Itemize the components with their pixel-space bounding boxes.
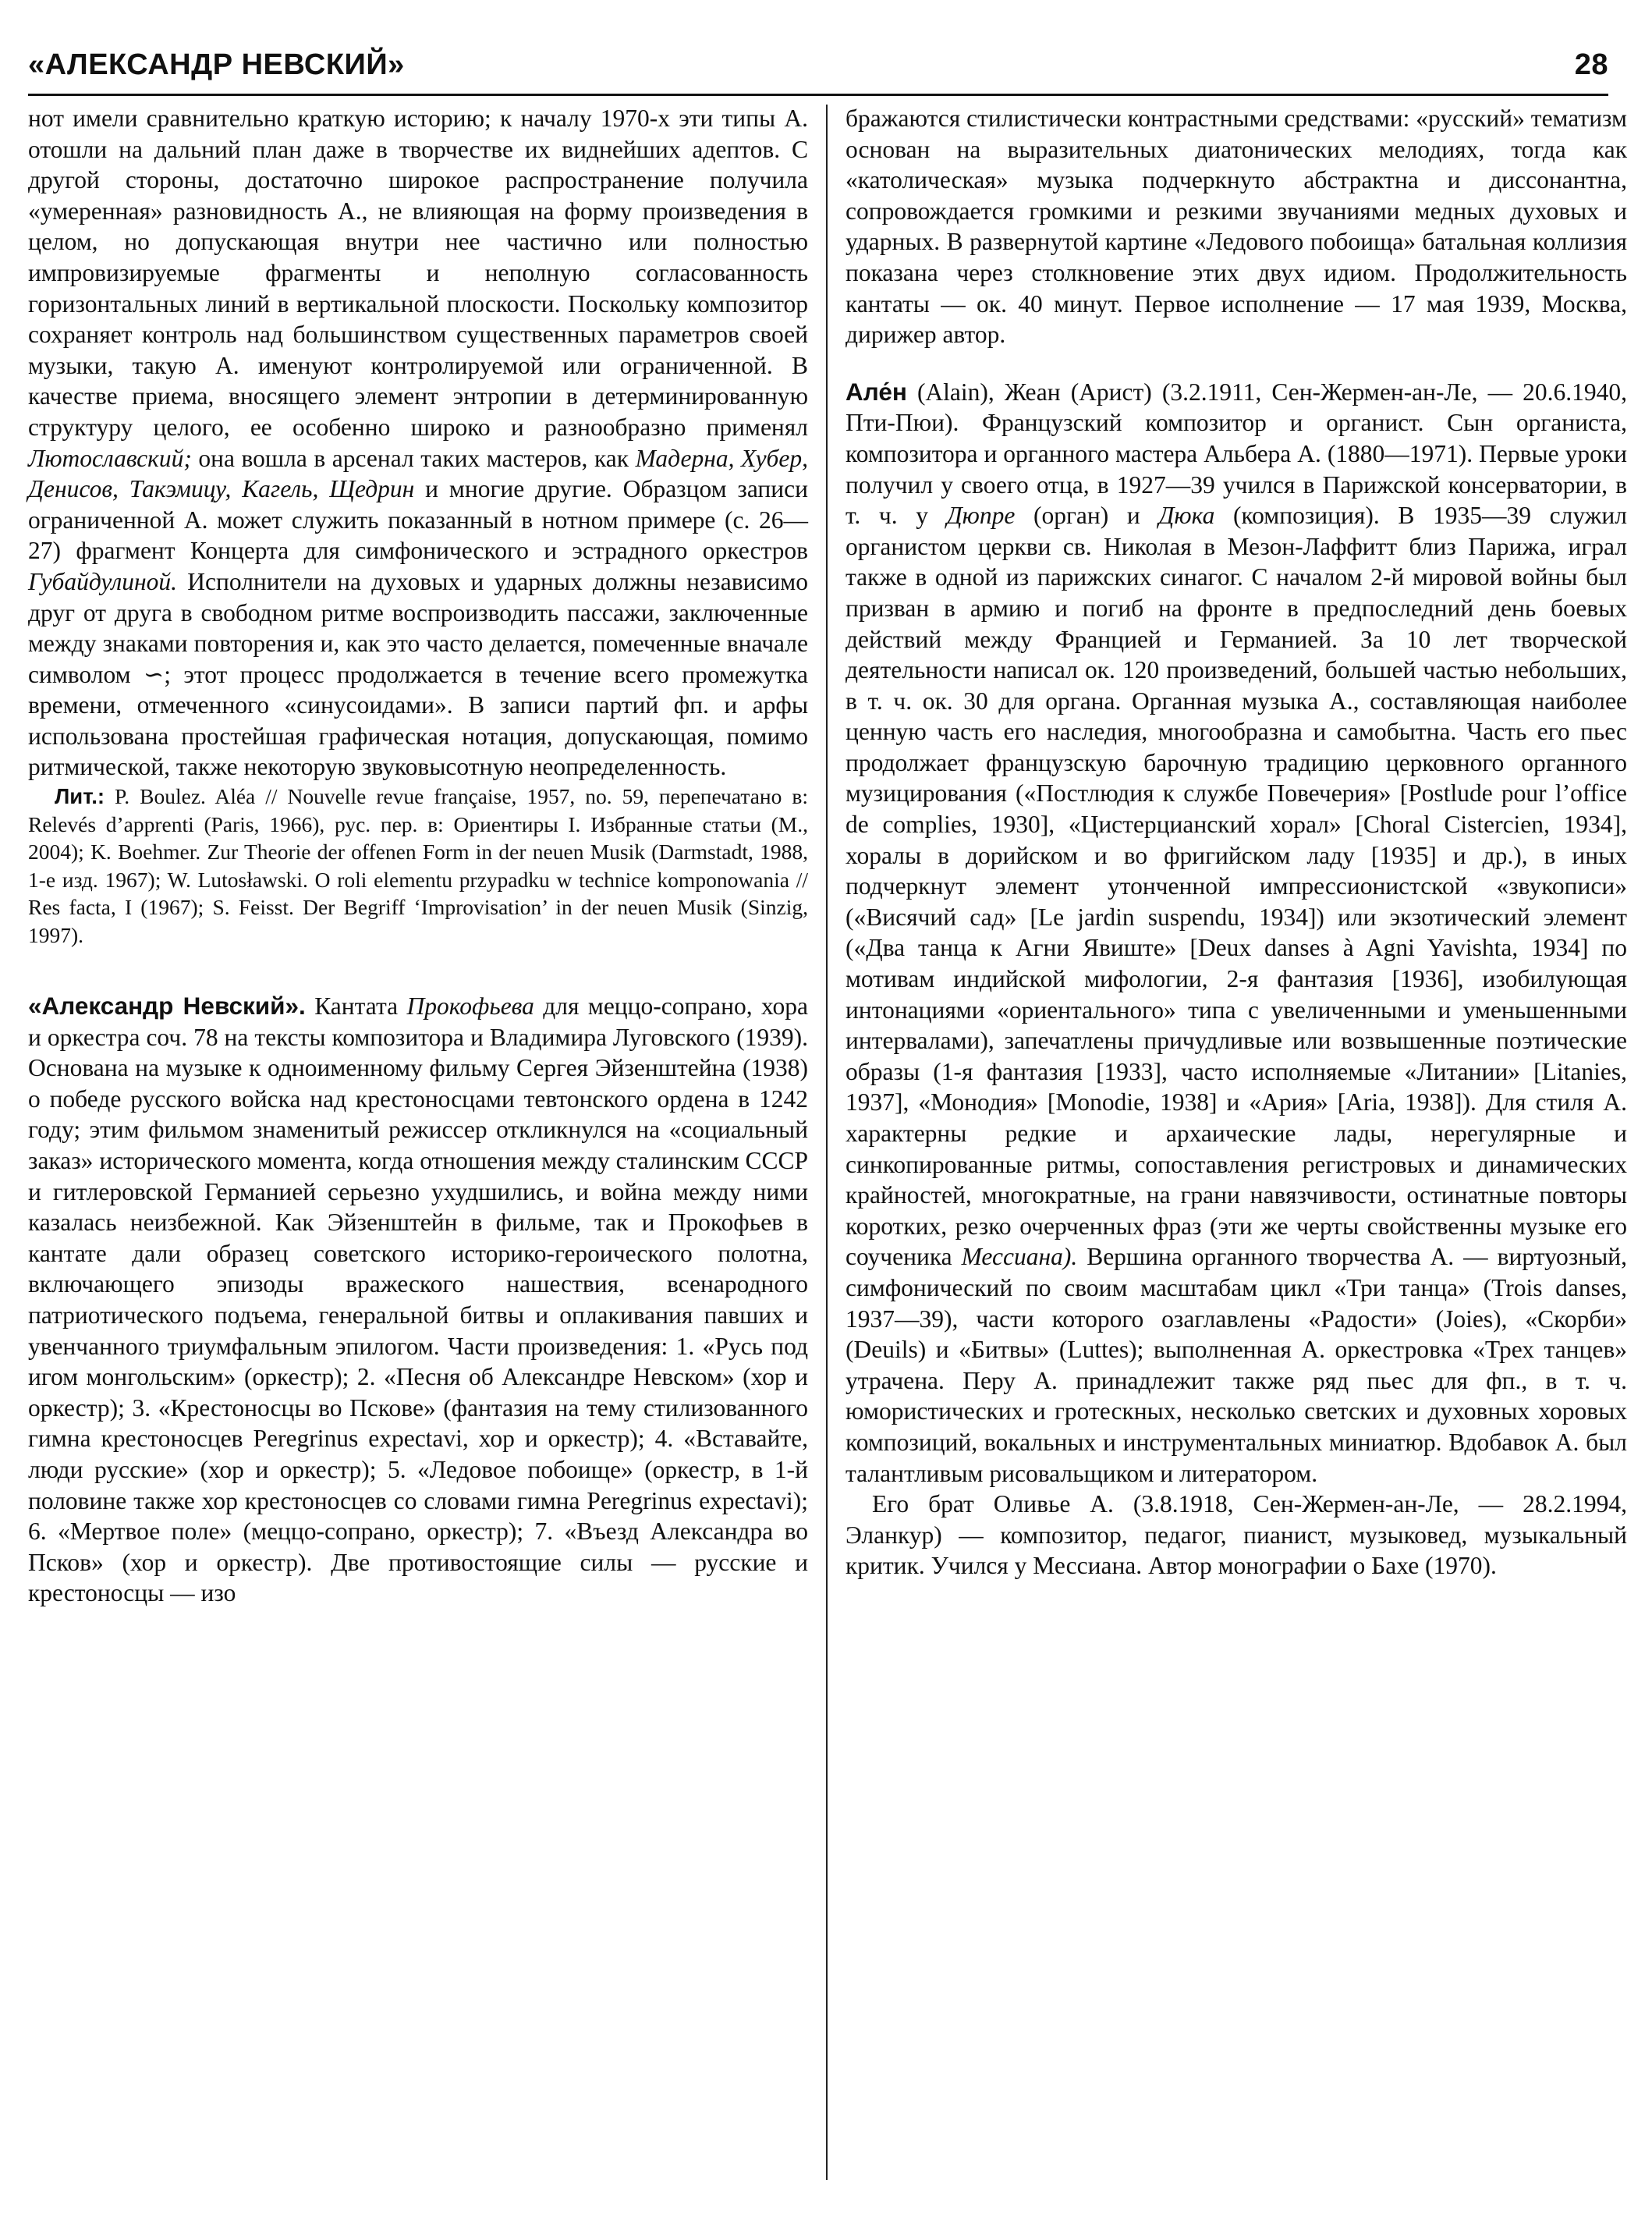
brother-paragraph: Его брат Оливье А. (3.8.1918, Сен-Жермен-ан-Ле, — 28.2.1994, Эланкур) — композитор, педагог, пианист, музыковед, музыкальный критик. Учился у Мессиана. Автор монографии о Бахе (1970).: [845, 1490, 1627, 1580]
header-rule: [28, 94, 1608, 96]
entry-alain: [845, 377, 1627, 1489]
name-ref-dukas: Дюка: [1158, 502, 1215, 530]
text-run: для меццо-сопрано, хора и оркестра соч. 78 на тексты композитора и Владимира Луговского (1939). Основана на музыке к одноименному фильму Сергея Эйзенштейна (1938) о победе русского войска над крестоносцами тевтонского ордена в 1242 году; этим фильмом знаменитый режиссер откликнулся на «социальный заказ» исторического момента, когда отношения между сталинским СССР и гитлеровской Германией серьезно ухудшились, и война между ними казалась неизбежной. Как Эйзенштейн в фильме, так и Прокофьев в кантате дали образец советского историко-героического полотна, включающего эпизоды вражеского нашествия, всенародного патриотического подъема, генеральной битвы и оплакивания павших и увенчанного триумфальным эпилогом. Части произведения: 1. «Русь под игом монгольским» (оркестр); 2. «Песня об Александре Невском» (хор и оркестр); 3. «Крестоносцы во Пскове» (фантазия на тему стилизованного гимна крестоносцев Peregrinus expectavi, хор и оркестр); 4. «Вставайте, люди русские» (хор и оркестр); 5. «Ледовое побоище» (оркестр, в 1-й половине также хор крестоносцев со словами гимна Peregrinus expectavi); 6. «Мертвое поле» (меццо-сопрано, оркестр); 7. «Въезд Александра во Псков» (хор и оркестр). Две противостоящие силы — русские и крестоносцы — изо: [28, 992, 808, 1607]
name-ref-composers-list: Мадерна, Хубер, Денисов, Такэмицу, Кагель, Щедрин: [28, 444, 808, 503]
text-run: Кантата: [305, 992, 407, 1021]
text-run: и многие другие. Образцом записи ограниченной А. может служить показанный в нотном примере (с. 26—27) фрагмент Концерта для симфонического и эстрадного оркестров: [28, 475, 808, 565]
text-run: (орган) и: [1015, 502, 1159, 530]
entry-headword: «Александр Невский».: [28, 992, 306, 1021]
column-divider: [826, 105, 828, 2180]
left-column: [28, 103, 808, 1609]
literature-text: P. Boulez. Aléa // Nouvelle revue française, 1957, no. 59, перепечатано в: Relevés d’apprenti (Paris, 1966), рус. пер. в: Ориентиры I. Избранные статьи (М., 2004); K. Boehmer. Zur Theorie der offenen Form in der neuen Musik (Darmstadt, 1988, 1-е изд. 1967); W. Lutosławski. O roli elementu przypadku w technice komponowania // Res facta, I (1967); S. Feisst. Der Begriff ‘Improvisation’ in der neuen Musik (Sinzig, 1997).: [28, 784, 808, 947]
nevsky-continuation-paragraph: бражаются стилистически контрастными средствами: «русский» тематизм основан на выразительных диатонических мелодиях, тогда как «католическая» музыка подчеркнуто абстрактна и диссонантна, сопровождается громкими и резкими звучаниями медных духовых и ударных. В развернутой картине «Ледового побоища» батальная коллизия показана через столкновение этих двух идиом. Продолжительность кантаты — ок. 40 минут. Первое исполнение — 17 мая 1939, Москва, дирижер автор.: [845, 105, 1627, 349]
entry-alexander-nevsky: [28, 991, 808, 1609]
literature-references: [28, 783, 808, 949]
entry-headword: Але́н: [845, 377, 907, 406]
text-run: Вершина органного творчества А. — виртуозный, симфонический по своим масштабам цикл «Три танца» (Trois danses, 1937—39), части которого озаглавлены «Радости» (Joies), «Скорби» (Deuils) и «Битвы» (Luttes); выполненная А. оркестровка «Трех танцев» утрачена. Перу А. принадлежит также ряд пьес для фп., в т. ч. юмористических и гротескных, несколько светских и духовных хоровых композиций, вокальных и инструментальных миниатюр. Вдобавок А. был талантливым рисовальщиком и литератором.: [845, 1243, 1627, 1487]
page-number: 28: [1574, 48, 1608, 81]
text-run: нот имели сравнительно краткую историю; к началу 1970-х эти типы А. отошли на дальний план даже в творчестве их виднейших адептов. С другой стороны, достаточно широкое распространение получила «умеренная» разновидность А., не влияющая на форму произведения в целом, но допускающая внутри нее частично или полностью импровизируемые фрагменты и неполную согласованность горизонтальных линий в вертикальной плоскости. Поскольку композитор сохраняет контроль над большинством существенных параметров своей музыки, такую А. именуют контролируемой или ограниченной. В качестве приема, вносящего элемент энтропии в детерминированную структуру целого, ее особенно широко и разнообразно применял: [28, 105, 808, 441]
aleatory-continuation-paragraph: [28, 103, 808, 783]
entry-spacer: [28, 949, 808, 991]
entry-spacer: [845, 350, 1627, 377]
name-ref-lutoslawski: Лютославский;: [28, 444, 192, 472]
running-title: «АЛЕКСАНДР НЕВСКИЙ»: [28, 48, 405, 81]
running-header: [28, 45, 1608, 95]
name-ref-dupre: Дюпре: [946, 502, 1016, 530]
text-run: (композиция). В 1935—39 служил органистом церкви св. Николая в Мезон-Лаффитт близ Парижа, играл также в одной из парижских синагог. С началом 2-й мировой войны был призван в армию и погиб на фронте в предпоследний день боевых действий между Францией и Германией. За 10 лет творческой деятельности написал ок. 120 произведений, большей частью небольших, в т. ч. ок. 30 для органа. Органная музыка А., составляющая наиболее ценную часть его наследия, многообразна и самобытна. Часть его пьес продолжает французскую барочную традицию церковного органного музицирования («Постлюдия к службе Повечерия» [Postlude pour l’office de complies, 1930], «Цистерцианский хорал» [Choral Cistercien, 1934], хоралы в дорийском и во фригийском ладу [1935] и др.), в иных подчеркнут элемент утонченной импрессионистской «звукописи» («Висячий сад» [Le jardin suspendu, 1934]) или экзотический элемент («Два танца к Агни Явиште» [Deux danses à Agni Yavishta, 1934] по мотивам индийской мифологии, 2-я фантазия [1936], изобилующая интонациями «ориентального» типа с увеличенными и уменьшенными интервалами), запечатлены причудливые или возвышенные поэтические образы (1-я фантазия [1933], часто исполняемые «Литании» [Litanies, 1937], «Монодия» [Monodie, 1938] и «Ария» [Aria, 1938]). Для стиля А. характерны редкие и архаические лады, нерегулярные и синкопированные ритмы, сопоставления регистровых и динамических крайностей, многократные, на грани навязчивости, остинатные повторы коротких, резко очерченных фраз (эти же черты свойственны музыке его соученика: [845, 502, 1627, 1271]
name-ref-gubaidulina: Губайдулиной.: [28, 567, 178, 595]
literature-label: Лит.:: [55, 784, 105, 809]
name-ref-prokofiev: Прокофьева: [406, 992, 534, 1021]
name-ref-messiaen: Мессиана).: [961, 1243, 1078, 1271]
text-run: (Alain), Жеан (Арист) (3.2.1911, Сен-Жермен-ан-Ле, — 20.6.1940, Пти-Пюи). Французский композитор и органист. Сын органиста, композитора и органного мастера Альбера А. (1880—1971). Первые уроки получил у своего отца, в 1927—39 учился в Парижской консерватории, в т. ч. у: [845, 378, 1627, 530]
text-run: Исполнители на духовых и ударных должны независимо друг от друга в свободном ритме воспроизводить пассажи, заключенные между знаками повторения и, как это часто делается, помеченные вначале символом ∽; этот процесс продолжается в течение всего промежутка времени, отмеченного «синусоидами». В записи партий фп. и арфы использована простейшая графическая нотация, допускающая, помимо ритмической, также некоторую звуковысотную неопределенность.: [28, 567, 808, 781]
text-run: она вошла в арсенал таких мастеров, как: [191, 444, 636, 472]
right-column: [845, 103, 1627, 1581]
